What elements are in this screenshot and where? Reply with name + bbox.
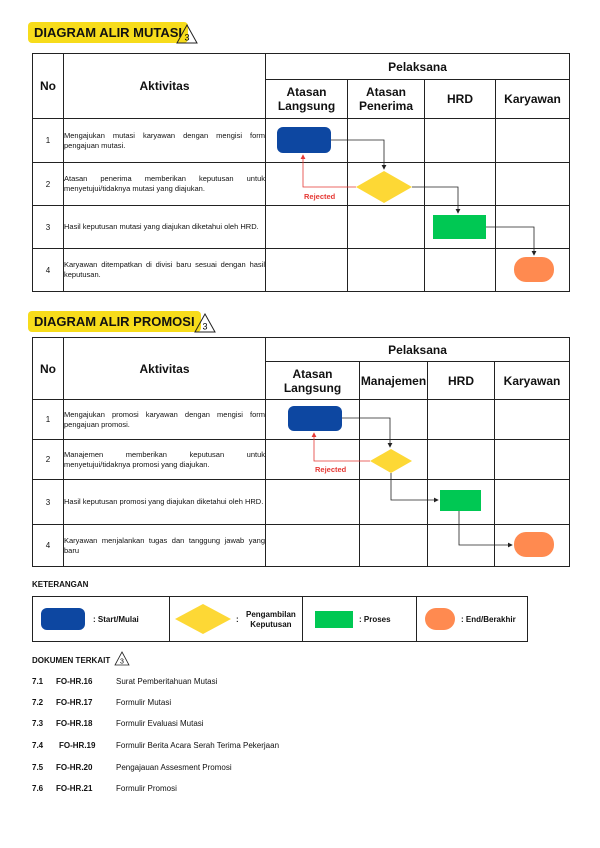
warning-triangle-icon <box>114 651 130 666</box>
mutasi-table <box>32 53 570 292</box>
rejected-label: Rejected <box>315 465 347 474</box>
table-row: 1 Mengajukan mutasi karyawan dengan mengisi form pengajuan mutasi. <box>33 119 570 163</box>
header-no: No <box>33 338 64 400</box>
promosi-title: DIAGRAM ALIR PROMOSI <box>28 311 201 332</box>
legend-start: : Start/Mulai <box>33 597 170 641</box>
header-pelaksana: Pelaksana <box>266 54 570 80</box>
svg-text:3: 3 <box>120 658 124 666</box>
header-pelaksana: Pelaksana <box>266 338 570 362</box>
table-row: 2 Atasan penerima memberikan keputusan untuk menyetujui/tidaknya mutasi yang diajukan. <box>33 163 570 206</box>
table-row: 3 Hasil keputusan mutasi yang diajukan diketahui oleh HRD. <box>33 206 570 249</box>
table-row: 3 Hasil keputusan promosi yang diajukan diketahui oleh HRD. <box>33 480 570 525</box>
role-atasan-langsung: Atasan Langsung <box>266 362 360 400</box>
role-hrd: HRD <box>428 362 495 400</box>
decision-shape <box>174 603 232 635</box>
warning-triangle-icon <box>194 313 216 333</box>
role-karyawan: Karyawan <box>496 80 570 119</box>
role-karyawan: Karyawan <box>495 362 570 400</box>
header-aktivitas: Aktivitas <box>64 338 266 400</box>
table-row: 2 Manajemen memberikan keputusan untuk menyetujui/tidaknya promosi yang diajukan. <box>33 440 570 480</box>
table-row: 4 Karyawan ditempatkan di divisi baru sesuai dengan hasil keputusan. <box>33 249 570 292</box>
warning-triangle-icon <box>176 24 198 44</box>
start-shape <box>41 608 85 630</box>
legend-process: : Proses <box>303 597 417 641</box>
role-hrd: HRD <box>425 80 496 119</box>
role-atasan-penerima: Atasan Penerima <box>348 80 425 119</box>
legend-end: : End/Berakhir <box>417 597 527 641</box>
header-no: No <box>33 54 64 119</box>
svg-text:3: 3 <box>202 321 208 332</box>
mutasi-title: DIAGRAM ALIR MUTASI <box>28 22 188 43</box>
end-shape <box>425 608 455 630</box>
header-aktivitas: Aktivitas <box>64 54 266 119</box>
role-atasan-langsung: Atasan Langsung <box>266 80 348 119</box>
legend-box <box>32 596 528 642</box>
documents-title: DOKUMEN TERKAIT <box>32 656 111 665</box>
table-row: 1 Mengajukan promosi karyawan dengan mengisi form pengajuan promosi. <box>33 400 570 440</box>
promosi-table <box>32 337 570 567</box>
svg-text:3: 3 <box>184 32 190 43</box>
process-shape <box>315 611 353 628</box>
legend-decision: : Pengambilan Keputusan <box>170 597 303 641</box>
legend-title: KETERANGAN <box>32 580 89 589</box>
rejected-label: Rejected <box>304 192 336 201</box>
role-manajemen: Manajemen <box>360 362 428 400</box>
table-row: 4 Karyawan menjalankan tugas dan tanggung jawab yang baru <box>33 525 570 567</box>
